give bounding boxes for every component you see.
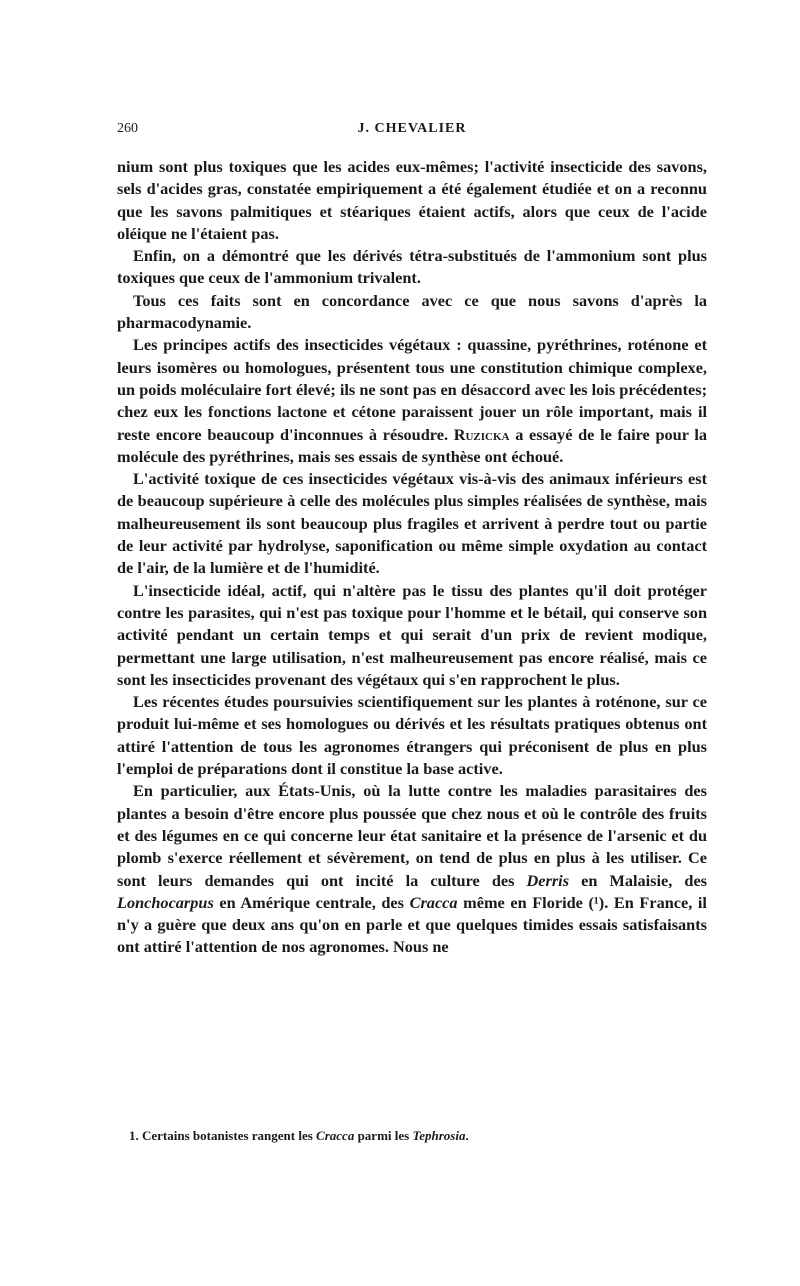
paragraph-4 — [117, 334, 707, 468]
paragraph-4-text-a: Les principes actifs des insecticides végétaux : quassine, pyréthrines, roténone et leurs isomères ou homologues, présentent tous une constitution chimique complexe, un poids moléculaire fort élevé; ils ne sont pas en désaccord avec les lois précédentes; chez eux les fonctions lactone et cétone paraissent jouer un rôle important, mais il reste encore beaucoup d'inconnues à résoudre. — [117, 335, 707, 444]
genus-lonchocarpus: Lonchocarpus — [117, 892, 214, 912]
paragraph-8-text-a: En particulier, aux États-Unis, où la lutte contre les maladies parasitaires des plantes a besoin d'être encore plus poussée que chez nous et où le contrôle des fruits et des légumes en ce qui concerne leur état sanitaire et la présence de l'arsenic et du plomb s'exerce réellement et sévèrement, on tend de plus en plus à les utiliser. Ce sont leurs demandes qui ont incité la culture des — [117, 781, 707, 890]
footnote-genus-cracca: Cracca — [316, 1128, 355, 1143]
genus-derris: Derris — [526, 870, 570, 890]
page-header — [117, 121, 707, 141]
paragraph-5: L'activité toxique de ces insecticides végétaux vis-à-vis des animaux inférieurs est de beaucoup supérieure à celle des molécules plus simples réalisées de synthèse, mais malheureusement ils sont beaucoup plus fragiles et arrivent à perdre tout ou partie de leur activité par hydrolyse, saponification ou même simple oxydation au contact de l'air, de la lumière et de l'humidité. — [117, 469, 707, 578]
footnote-genus-tephrosia: Tephrosia — [412, 1128, 466, 1143]
paragraph-2: Enfin, on a démontré que les dérivés tétra-substitués de l'ammonium sont plus toxiques que ceux de l'ammonium trivalent. — [117, 246, 707, 288]
page-number: 260 — [117, 121, 138, 136]
paragraph-7: Les récentes études poursuivies scientifiquement sur les plantes à roténone, sur ce produit lui-même et ses homologues ou dérivés et les résultats pratiques obtenus ont attiré l'attention de tous les agronomes étrangers qui préconisent de plus en plus l'emploi de préparations dont il constitue la base active. — [117, 692, 707, 779]
footnote-text-a: Certains botanistes rangent les — [142, 1128, 313, 1143]
genus-cracca: Cracca — [409, 892, 458, 912]
paragraph-8-text-d: même en Floride (¹). En France, il n'y a guère que deux ans qu'on en parle et que quelques timides essais satisfaisants ont attiré l'attention de nos agronomes. Nous ne — [117, 892, 707, 957]
footnote-end: . — [465, 1128, 469, 1143]
body-text — [117, 156, 707, 959]
paragraph-3: Tous ces faits sont en concordance avec ce que nous savons d'après la pharmacodynamie. — [117, 290, 707, 333]
footnote-text-b: parmi les — [357, 1128, 410, 1143]
running-head: J. CHEVALIER — [357, 121, 467, 136]
footnote-marker: 1. — [129, 1128, 139, 1143]
author-name-ruzicka: Ruzicka — [453, 424, 510, 444]
paragraph-6: L'insecticide idéal, actif, qui n'altère pas le tissu des plantes qu'il doit protéger contre les parasites, qui n'est pas toxique pour l'homme et le bétail, qui conserve son activité pendant un certain temps et qui serait d'un prix de revient modique, permettant une large utilisation, n'est malheureusement pas encore réalisé, mais ce sont les insecticides provenant des végétaux qui s'en rapprochent le plus. — [117, 580, 707, 689]
paragraph-1: nium sont plus toxiques que les acides eux-mêmes; l'activité insecticide des savons, sels d'acides gras, constatée empiriquement a été également étudiée et on a reconnu que les savons palmitiques et stéariques étaient actifs, alors que ceux de l'acide oléique ne l'étaient pas. — [117, 157, 707, 243]
footnote — [117, 1128, 719, 1144]
paragraph-8 — [117, 780, 707, 958]
paragraph-8-text-b: en Malaisie, des — [581, 870, 708, 890]
paragraph-4-text-b: a essayé de le faire pour la molécule des pyréthrines, mais ses essais de synthèse ont échoué. — [117, 424, 707, 466]
paragraph-8-text-c: en Amérique centrale, des — [219, 892, 404, 912]
